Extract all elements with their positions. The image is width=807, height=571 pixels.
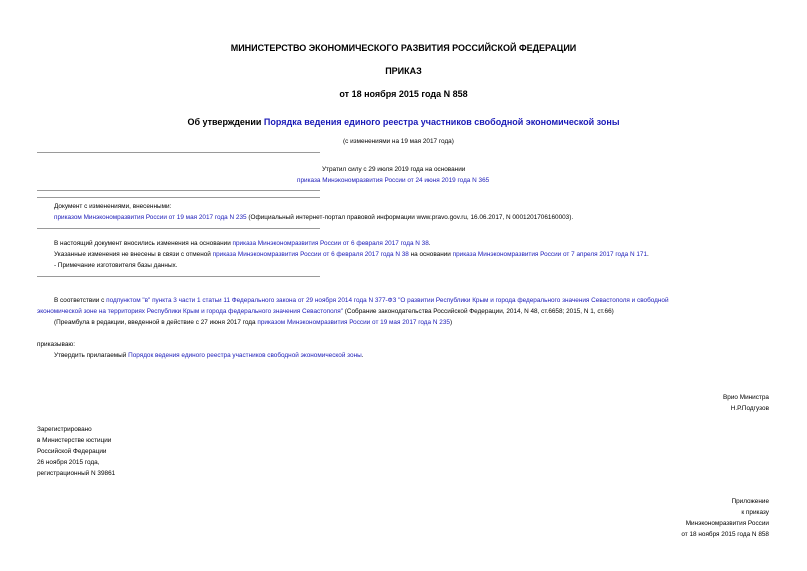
changes-doc-link[interactable]: приказом Минэкономразвития России от 19 мая 2017 года N 235 [54,214,247,221]
registration-line: регистрационный N 39861 [37,470,116,477]
order-end: . [361,352,364,359]
note-line-1 [54,238,431,249]
registration-line: Российской Федерации [37,448,107,455]
divider [37,276,320,277]
note-line-2 [54,249,649,260]
divider [37,152,320,153]
order-text-start: Утвердить прилагаемый [54,352,129,359]
order-text [54,350,363,361]
preamble-law-link-cont[interactable]: экономической зоне на территориях Республики Крым и города федерального значения Севастополя" [37,308,343,315]
signature-position: Врио Министра [723,394,769,401]
title-prefix: Об утверждении [187,117,264,127]
preamble-text: В соответствии с [54,297,107,304]
changes-doc-source: (Официальный интернет-портал правовой информации www.pravo.gov.ru, 16.06.2017, N 0001201706160003). [246,214,574,221]
preamble-end: ) [449,319,453,326]
expired-note: Утратил силу с 29 июля 2019 года на основании [322,166,466,173]
title-link[interactable]: Порядка ведения единого реестра участников свободной экономической зоны [263,117,620,127]
changes-doc-label: Документ с изменениями, внесенными: [54,203,172,210]
registration-line: в Министерстве юстиции [37,437,112,444]
appendix-line: Приложение [731,498,769,505]
note-end: . [428,240,431,247]
preamble-law-link[interactable]: подпунктом "в" пункта 3 части 1 статьи 11 Федерального закона от 29 ноября 2014 года N 377-ФЗ "О развитии Республики Крым и города федерального значения Севастополя и свободной [106,297,669,304]
registration-line: 26 ноября 2015 года, [37,459,100,466]
appendix-line: от 18 ноября 2015 года N 858 [681,531,769,538]
appendix-block [681,496,769,540]
note-link-order-38[interactable]: приказа Минэкономразвития России от 6 февраля 2017 года N 38 [232,240,429,247]
divider [37,197,320,198]
divider [37,228,320,229]
preamble-line-2 [37,306,614,317]
changes-doc-line [54,212,573,223]
note-text: Указанные изменения не внесены в связи с отменой [54,251,213,258]
note-link-order-171[interactable]: приказа Минэкономразвития России от 7 апреля 2017 года N 171 [452,251,648,258]
appendix-line: Минэкономразвития России [685,520,769,527]
document-title [0,116,807,128]
divider [37,190,320,191]
preamble-line-3 [54,317,452,328]
registration-block [37,424,115,479]
preamble-text: (Преамбула в редакции, введенной в действие с 27 июня 2017 года [54,319,258,326]
ministry-name: МИНИСТЕРСТВО ЭКОНОМИЧЕСКОГО РАЗВИТИЯ РОССИЙСКОЙ ФЕДЕРАЦИИ [230,43,577,53]
note-end: . [647,251,649,258]
note-line-3: - Примечание изготовителя базы данных. [54,262,178,269]
note-text: В настоящий документ вносились изменения на основании [54,240,233,247]
order-label: приказываю: [37,341,75,348]
document-date-number: от 18 ноября 2015 года N 858 [339,89,468,99]
registration-line: Зарегистрировано [37,426,92,433]
order-procedure-link[interactable]: Порядок ведения единого реестра участников свободной экономической зоны [128,352,362,359]
preamble-line-1 [54,295,669,306]
note-text: на основании [408,251,453,258]
amendments-note: (с изменениями на 19 мая 2017 года) [343,138,454,145]
preamble-order-235-link[interactable]: приказом Минэкономразвития России от 19 мая 2017 года N 235 [257,319,450,326]
document-type: ПРИКАЗ [385,66,422,76]
preamble-source: (Собрание законодательства Российской Федерации, 2014, N 48, ст.6658; 2015, N 1, ст.66) [342,308,614,315]
note-link-order-38-cancel[interactable]: приказа Минэкономразвития России от 6 февраля 2017 года N 38 [212,251,409,258]
signature-name: Н.Р.Подгузов [730,405,769,412]
appendix-line: к приказу [741,509,769,516]
expired-link[interactable]: приказа Минэкономразвития России от 24 июня 2019 года N 365 [297,177,490,184]
